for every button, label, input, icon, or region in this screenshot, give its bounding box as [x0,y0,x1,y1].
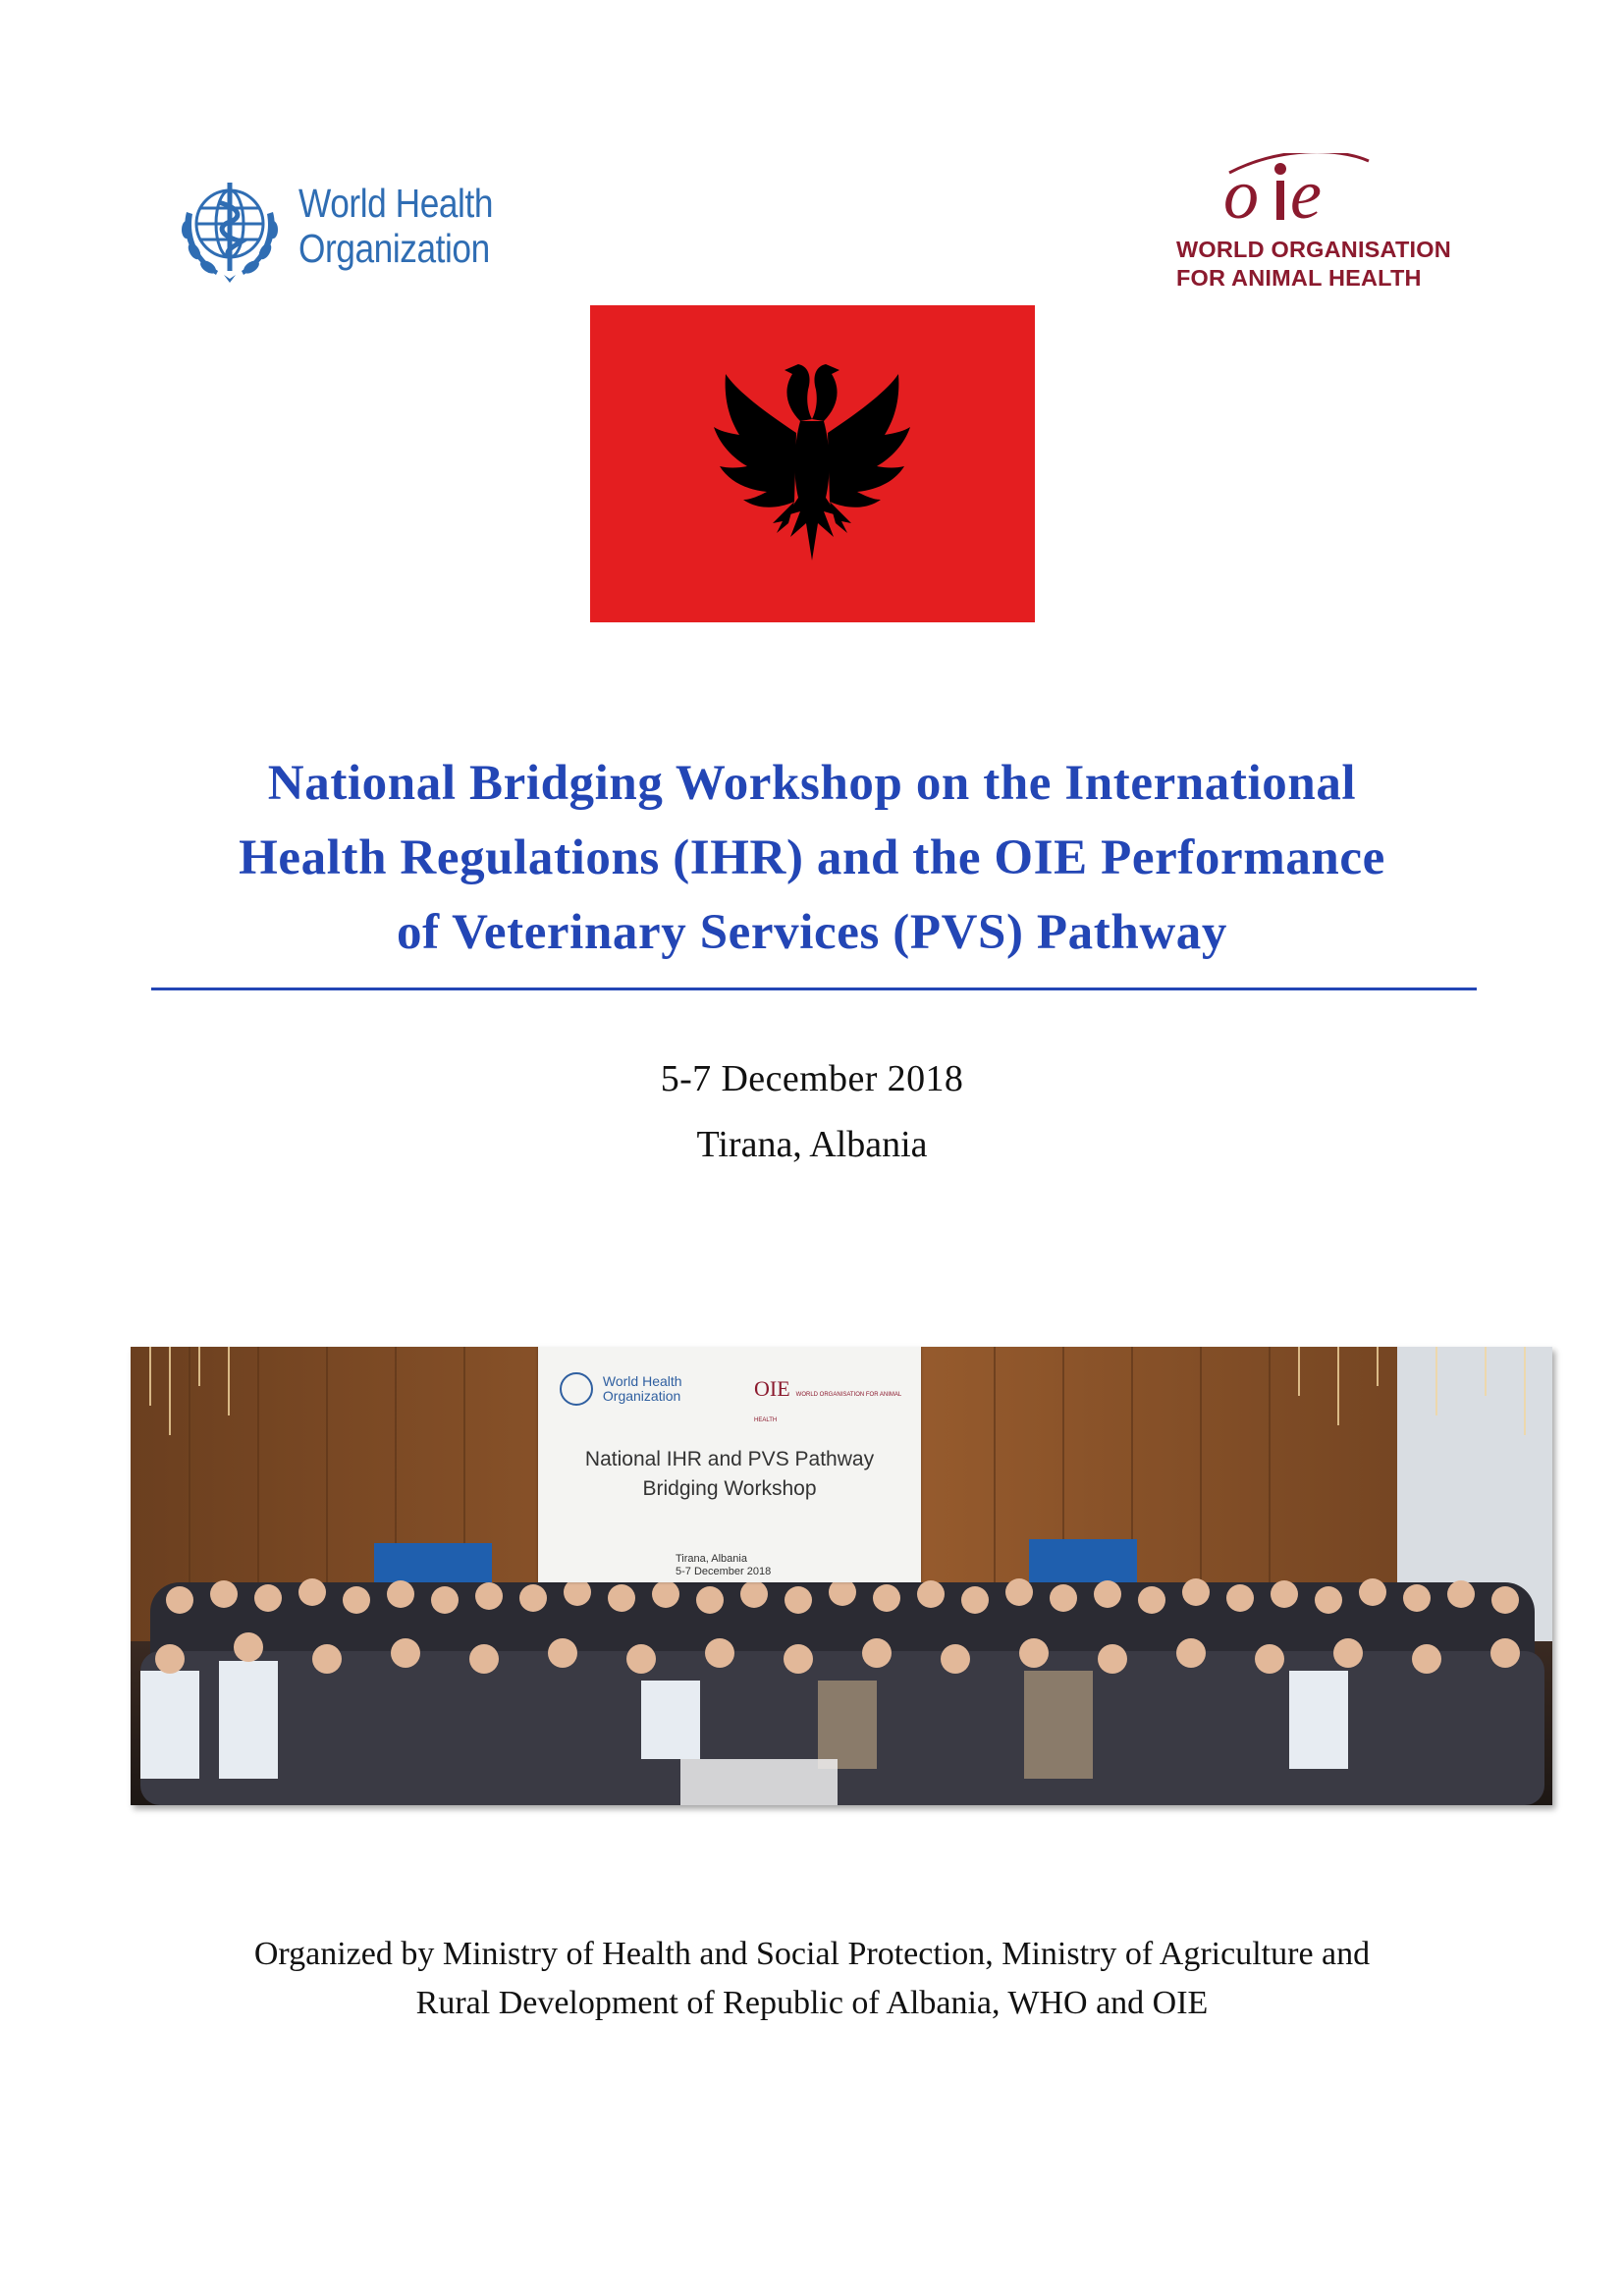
banner-place [676,1553,771,1578]
organizer-statement [0,1930,1624,2028]
event-location: Tirana, Albania [696,1124,928,1165]
organizer-line1: Organized by Ministry of Health and Social Protection, Ministry of Agriculture and [253,1936,1371,1972]
banner-oie-logo [754,1376,921,1427]
title-line2: Health Regulations (IHR) and the OIE Performance [239,830,1385,885]
oie-logo [1176,153,1471,300]
workshop-banner [538,1347,921,1582]
who-line1: World Health [298,181,494,226]
albania-flag [590,305,1035,622]
banner-who-line2: Organization [602,1388,681,1404]
oie-line2: FOR ANIMAL HEALTH [1176,265,1422,291]
banner-place-line1: Tirana, Albania [676,1553,747,1565]
banner-place-line2: 5-7 December 2018 [676,1566,772,1577]
who-line2: Organization [298,226,490,271]
banner-who-logo [560,1372,682,1406]
banner-title [538,1445,921,1504]
oie-logo-text [1176,236,1451,293]
banner-title-line2: Bridging Workshop [642,1477,817,1500]
banner-oie-wordmark: OIE [754,1376,790,1401]
event-dates: 5-7 December 2018 [660,1058,964,1099]
oie-line1: WORLD ORGANISATION [1176,237,1451,262]
oie-wordmark-icon [1219,153,1377,232]
who-logo [173,169,526,287]
svg-text:e: e [1290,155,1322,232]
title-line3: of Veterinary Services (PVS) Pathway [397,905,1227,960]
title-divider [151,988,1477,990]
organizer-line2: Rural Development of Republic of Albania, WHO and OIE [415,1985,1209,2021]
svg-text:o: o [1223,155,1259,232]
banner-who-line1: World Health [602,1373,682,1389]
title-line1: National Bridging Workshop on the International [267,756,1357,811]
group-photo [131,1347,1552,1805]
who-logo-text [298,181,493,271]
banner-oie-small: WORLD ORGANISATION FOR ANIMAL HEALTH [754,1392,901,1423]
banner-who-emblem-icon [560,1372,593,1406]
who-emblem-icon [173,173,287,287]
document-title [118,746,1506,970]
double-headed-eagle-icon [590,305,1035,622]
banner-title-line1: National IHR and PVS Pathway [584,1448,875,1470]
